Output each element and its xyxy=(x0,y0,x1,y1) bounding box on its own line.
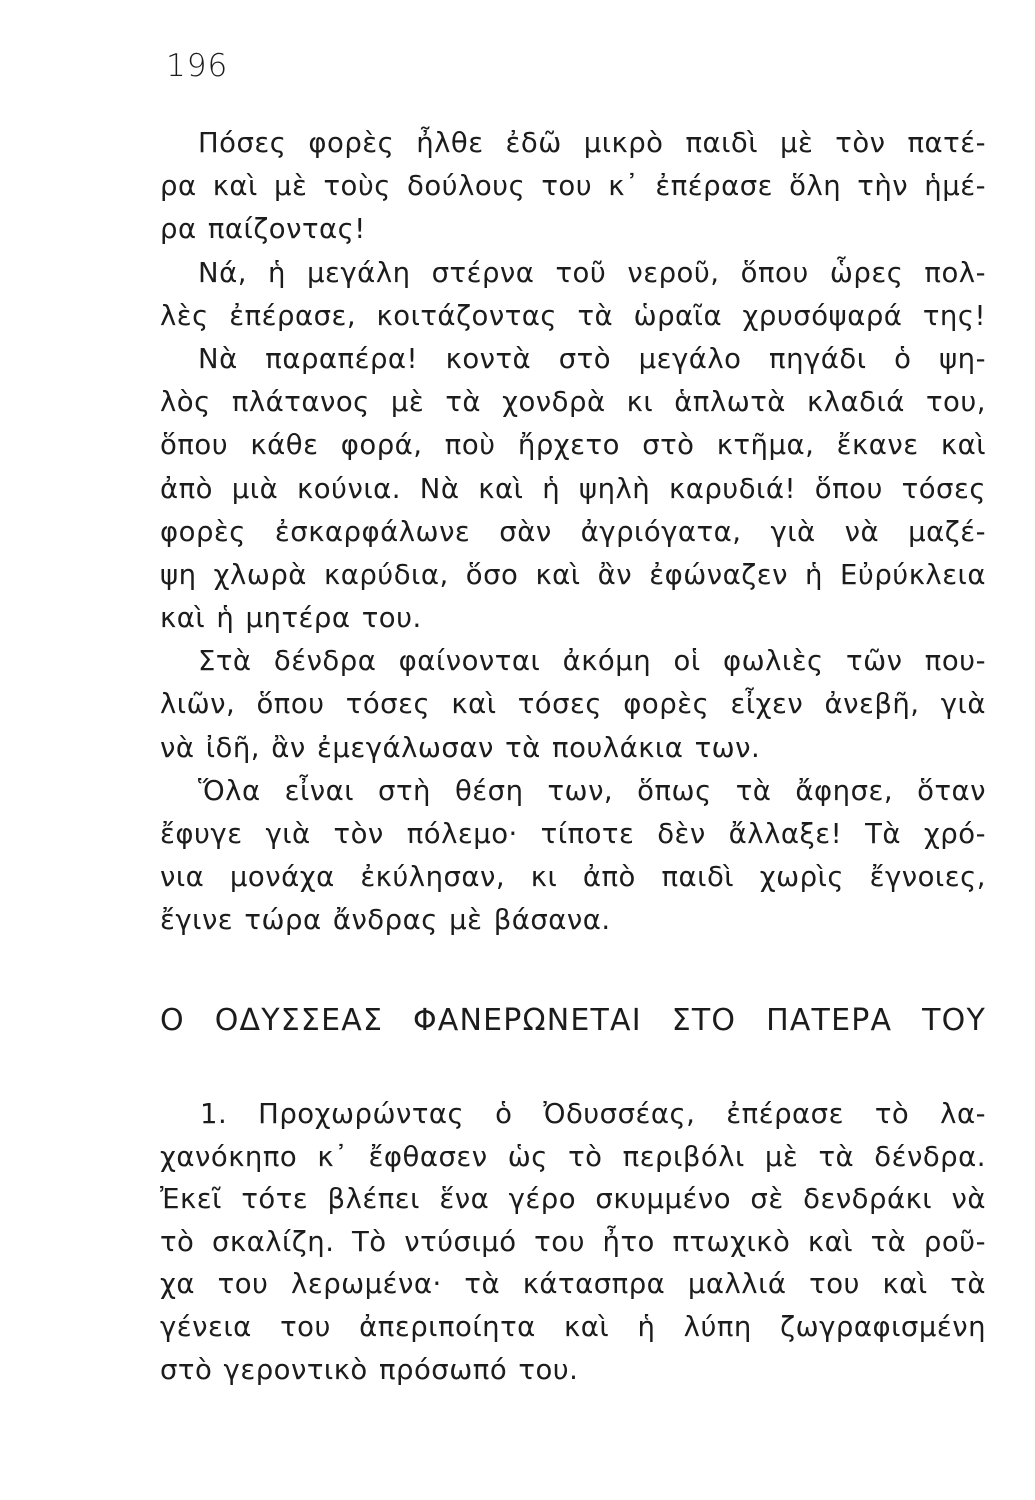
text-line: ἔφυγε γιὰ τὸν πόλεμο· τίποτε δὲν ἄλλαξε! Τὰ χρό- xyxy=(160,818,986,850)
text-line: ρα παίζοντας! xyxy=(160,213,366,246)
text-line: ὅπου κάθε φορά, ποὺ ἤρχετο στὸ κτῆμα, ἔκανε καὶ xyxy=(160,429,986,462)
text-line: Ὅλα εἶναι στὴ θέση των, ὅπως τὰ ἄφησε, ὅταν xyxy=(198,774,986,807)
text-line: χανόκηπο κ᾽ ἔφθασεν ὡς τὸ περιβόλι μὲ τὰ δένδρα. xyxy=(160,1140,986,1173)
chapter-heading: Ο ΟΔΥΣΣΕΑΣ ΦΑΝΕΡΩΝΕΤΑΙ ΣΤΟ ΠΑΤΕΡΑ ΤΟΥ xyxy=(160,1003,986,1038)
text-line: στὸ γεροντικὸ πρόσωπό του. xyxy=(160,1353,579,1386)
text-line: Νὰ παραπέρα! κοντὰ στὸ μεγάλο πηγάδι ὁ ψη- xyxy=(198,342,986,375)
text-line: Ἐκεῖ τότε βλέπει ἕνα γέρο σκυμμένο σὲ δενδράκι νὰ xyxy=(160,1183,986,1216)
text-line: τὸ σκαλίζη. Τὸ ντύσιμό του ἦτο πτωχικὸ καὶ τὰ ροῦ- xyxy=(160,1225,986,1258)
text-line: ρα καὶ μὲ τοὺς δούλους του κ᾽ ἐπέρασε ὅλη τὴν ἡμέ- xyxy=(160,170,986,203)
text-line: καὶ ἡ μητέρα του. xyxy=(160,602,422,635)
text-line: λὸς πλάτανος μὲ τὰ χονδρὰ κι ἁπλωτὰ κλαδιά του, xyxy=(160,386,986,419)
body-text-top xyxy=(160,122,986,943)
text-line: λὲς ἐπέρασε, κοιτάζοντας τὰ ὡραῖα χρυσόψαρά της! xyxy=(160,299,986,332)
body-text-bottom xyxy=(160,1093,986,1391)
text-line: ἔγινε τώρα ἄνδρας μὲ βάσανα. xyxy=(160,904,611,937)
text-line: νια μονάχα ἐκύλησαν, κι ἀπὸ παιδὶ χωρὶς ἔγνοιες, xyxy=(160,861,986,894)
text-line: λιῶν, ὅπου τόσες καὶ τόσες φορὲς εἶχεν ἀνεβῆ, γιὰ xyxy=(160,688,986,721)
text-line: χα του λερωμένα· τὰ κάτασπρα μαλλιά του καὶ τὰ xyxy=(160,1268,986,1301)
text-line: Στὰ δένδρα φαίνονται ἀκόμη οἱ φωλιὲς τῶν που- xyxy=(198,645,986,678)
text-line: νὰ ἰδῆ, ἂν ἐμεγάλωσαν τὰ πουλάκια των. xyxy=(160,731,761,764)
text-line: γένεια του ἀπεριποίητα καὶ ἡ λύπη ζωγραφισμένη xyxy=(160,1310,986,1343)
text-line: ψη χλωρὰ καρύδια, ὅσο καὶ ἂν ἐφώναζεν ἡ Εὐρύκλεια xyxy=(160,558,986,591)
text-line: Νά, ἡ μεγάλη στέρνα τοῦ νεροῦ, ὅπου ὧρες πολ- xyxy=(198,256,986,289)
text-line: Πόσες φορὲς ἦλθε ἐδῶ μικρὸ παιδὶ μὲ τὸν πατέ- xyxy=(198,127,986,159)
page-number: 196 xyxy=(166,48,229,84)
text-line: ἀπὸ μιὰ κούνια. Νὰ καὶ ἡ ψηλὴ καρυδιά! ὅπου τόσες xyxy=(160,472,986,505)
text-line: φορὲς ἐσκαρφάλωνε σὰν ἀγριόγατα, γιὰ νὰ μαζέ- xyxy=(160,515,986,548)
text-line: 1. Προχωρώντας ὁ Ὀδυσσέας, ἐπέρασε τὸ λα- xyxy=(200,1098,986,1130)
